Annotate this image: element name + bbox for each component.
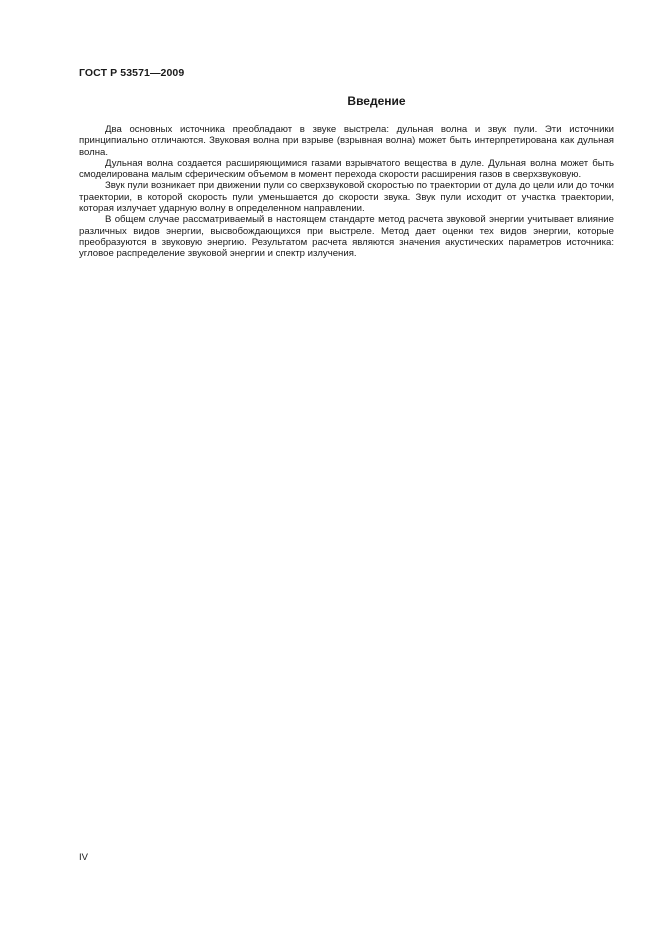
standard-code-header: ГОСТ Р 53571—2009 bbox=[79, 67, 185, 79]
paragraph: Звук пули возникает при движении пули со сверхзвуковой скоростью по траектории от дула до цели или до точки траектории, в которой скорость пули уменьшается до скорости звука. Звук пули исходит от участка траектории, которая излучает ударную волну в определенном направлении. bbox=[79, 180, 614, 215]
paragraph: Два основных источника преобладают в звуке выстрела: дульная волна и звук пули. Эти источники принципиально отличаются. Звуковая волна при взрыве (взрывная волна) может быть интерпретирована как дульная волна. bbox=[79, 124, 614, 158]
page-number: IV bbox=[79, 852, 88, 863]
body-text bbox=[79, 124, 614, 260]
paragraph: В общем случае рассматриваемый в настоящем стандарте метод расчета звуковой энергии учитывает влияние различных видов энергии, высвобождающихся при выстреле. Метод дает оценки тех видов энергии, которые преобразуются в звуковую энергию. Результатом расчета являются значения акустических параметров источника: угловое распределение звуковой энергии и спектр излучения. bbox=[79, 214, 614, 260]
paragraph: Дульная волна создается расширяющимися газами взрывчатого вещества в дуле. Дульная волна может быть смоделирована малым сферическим объемом в момент перехода скорости расширения газов в сверхзвуковую. bbox=[79, 157, 614, 181]
section-title: Введение bbox=[347, 94, 406, 108]
